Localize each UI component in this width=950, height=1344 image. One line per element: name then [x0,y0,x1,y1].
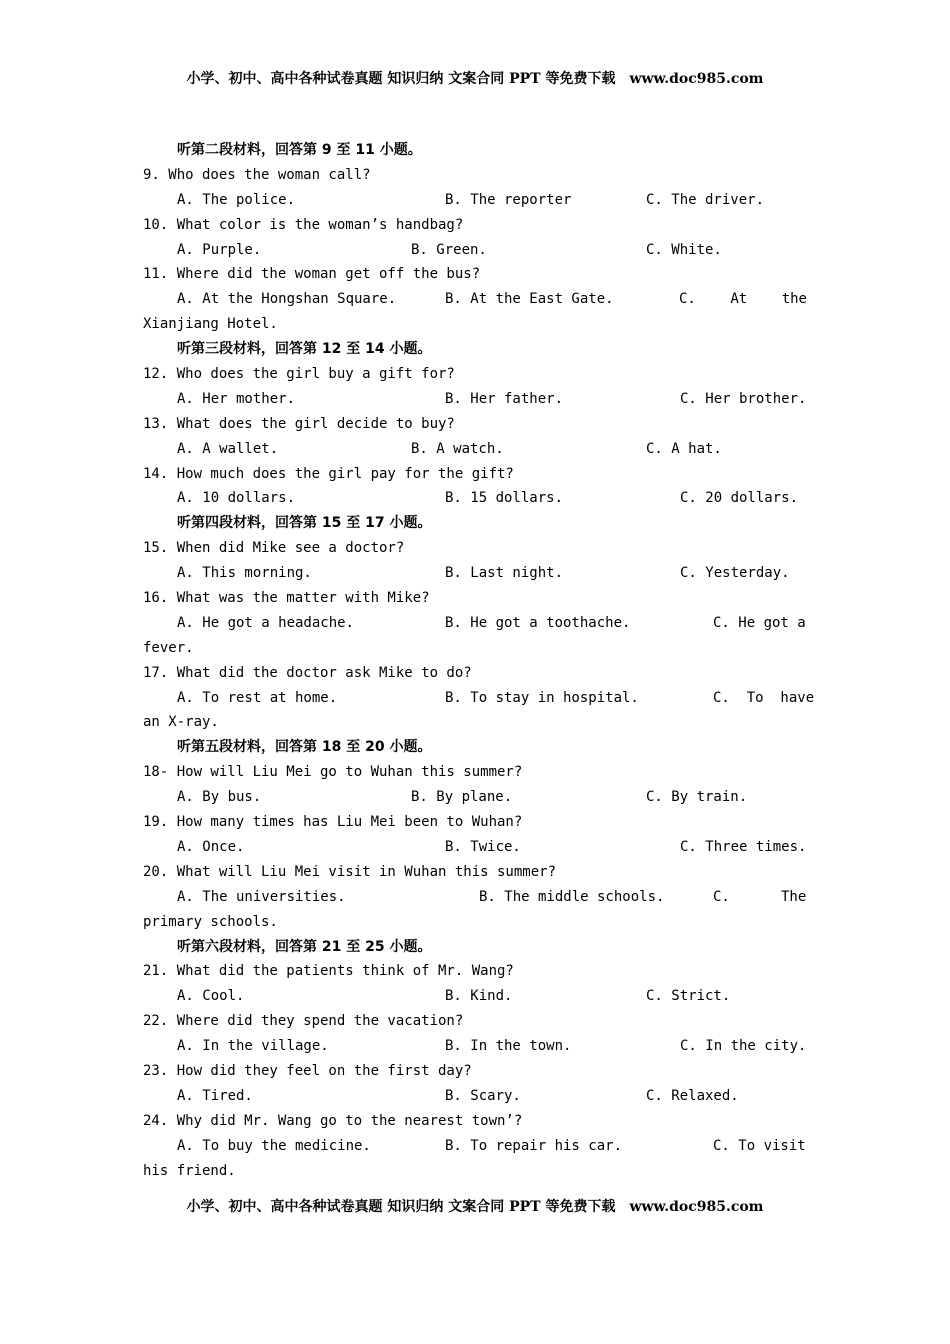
option-b: B. To stay in hospital. [445,689,639,706]
option-c [679,287,807,312]
option-c: C. Yesterday. [680,565,790,582]
option-c: C. To have [713,689,815,706]
section-title: 听第二段材料，回答第 9 至 11 小题。 [177,142,422,158]
question-line: an X-ray. [143,714,219,731]
option-a: A. The universities. [177,888,346,905]
option-a: A. To buy the medicine. [177,1137,371,1154]
option-row [143,835,807,860]
question-line: 24. Why did Mr. Wang go to the nearest town’? [143,1112,523,1129]
option-c: C. Strict. [646,988,731,1005]
option-row [143,287,807,312]
option-row [143,611,807,636]
option-c: C. Her brother. [680,390,807,407]
option-c: C. To visit [713,1137,806,1154]
question-line: Xianjiang Hotel. [143,316,278,333]
question-line: primary schools. [143,913,278,930]
option-b: B. At the East Gate. [445,291,614,308]
option-a: A. This morning. [177,565,312,582]
option-a: A. The police. [177,191,296,208]
option-b: B. Last night. [445,565,564,582]
option-b: B. 15 dollars. [445,490,564,507]
question-line: 15. When did Mike see a doctor? [143,540,405,557]
option-row [143,885,807,910]
option-row [143,486,807,511]
header-text: 小学、初中、高中各种试卷真题 知识归纳 文案合同 PPT 等免费下载 [186,71,616,87]
page-footer [0,1196,950,1216]
section-title: 听第三段材料，回答第 12 至 14 小题。 [177,341,432,358]
question-line: 17. What did the doctor ask Mike to do? [143,664,472,681]
option-c: C. By train. [646,789,748,806]
option-row [143,437,807,462]
option-c: C. 20 dollars. [680,490,799,507]
option-c-text: The [781,888,807,905]
option-a: A. 10 dollars. [177,490,296,507]
footer-text: 小学、初中、高中各种试卷真题 知识归纳 文案合同 PPT 等免费下载 [186,1199,616,1215]
option-a: A. Purple. [177,241,262,258]
question-line: 14. How much does the girl pay for the gift? [143,465,514,482]
option-b: B. A watch. [411,440,504,457]
option-row [143,188,807,213]
option-c: C. A hat. [646,440,722,457]
option-c: C. Three times. [680,838,807,855]
question-line: 10. What color is the woman’s handbag? [143,216,464,233]
question-line: fever. [143,639,194,656]
option-c-part: the [781,291,807,308]
option-c: C. White. [646,241,722,258]
option-a: A. Once. [177,838,245,855]
question-line: 13. What does the girl decide to buy? [143,415,455,432]
section-title: 听第五段材料，回答第 18 至 20 小题。 [177,739,432,756]
option-row [143,1084,807,1109]
question-line: 23. How did they feel on the first day? [143,1062,472,1079]
option-row [143,984,807,1009]
question-line: 16. What was the matter with Mike? [143,590,430,607]
option-c-part: C. [679,291,696,308]
option-a: A. At the Hongshan Square. [177,291,397,308]
option-a: A. To rest at home. [177,689,338,706]
option-row [143,1134,807,1159]
question-line: 21. What did the patients think of Mr. Wang? [143,963,514,980]
option-row [143,561,807,586]
section-title: 听第六段材料，回答第 21 至 25 小题。 [177,938,432,955]
option-row [143,1034,807,1059]
option-a: A. Cool. [177,988,245,1005]
option-b: B. The middle schools. [479,888,665,905]
option-c: C. The driver. [646,191,765,208]
footer-url[interactable]: www.doc985.com [629,1199,764,1215]
option-row [143,785,807,810]
option-row [143,238,807,263]
option-row [143,686,815,711]
page-header [0,68,950,88]
option-b: B. Green. [411,241,487,258]
option-b: B. In the town. [445,1038,572,1055]
question-line: 9. Who does the woman call? [143,166,371,183]
option-c: C. In the city. [680,1038,807,1055]
question-line: 22. Where did they spend the vacation? [143,1013,464,1030]
option-a: A. In the village. [177,1038,329,1055]
section-title: 听第四段材料，回答第 15 至 17 小题。 [177,515,432,532]
option-b: B. Her father. [445,390,564,407]
option-c: C. Relaxed. [646,1087,739,1104]
option-a: A. A wallet. [177,440,279,457]
option-b: B. Kind. [445,988,513,1005]
option-c: C. He got a [713,614,806,631]
question-line: 11. Where did the woman get off the bus? [143,266,481,283]
option-c-part: At [730,291,748,308]
option-a: A. Tired. [177,1087,253,1104]
question-line: his friend. [143,1162,236,1179]
question-line: 18- How will Liu Mei go to Wuhan this summer? [143,764,523,781]
question-line: 19. How many times has Liu Mei been to Wuhan? [143,814,523,831]
exam-content [143,138,815,1183]
question-line: 20. What will Liu Mei visit in Wuhan this summer? [143,863,557,880]
option-row [143,387,807,412]
option-a: A. He got a headache. [177,614,355,631]
question-line: 12. Who does the girl buy a gift for? [143,366,455,383]
option-b: B. Scary. [445,1087,521,1104]
option-a: A. By bus. [177,789,262,806]
option-c: C. [713,888,730,905]
option-b: B. To repair his car. [445,1137,623,1154]
option-a: A. Her mother. [177,390,296,407]
header-url[interactable]: www.doc985.com [629,71,764,87]
option-b: B. By plane. [411,789,513,806]
option-b: B. Twice. [445,838,521,855]
option-b: B. The reporter [445,191,572,208]
option-b: B. He got a toothache. [445,614,631,631]
